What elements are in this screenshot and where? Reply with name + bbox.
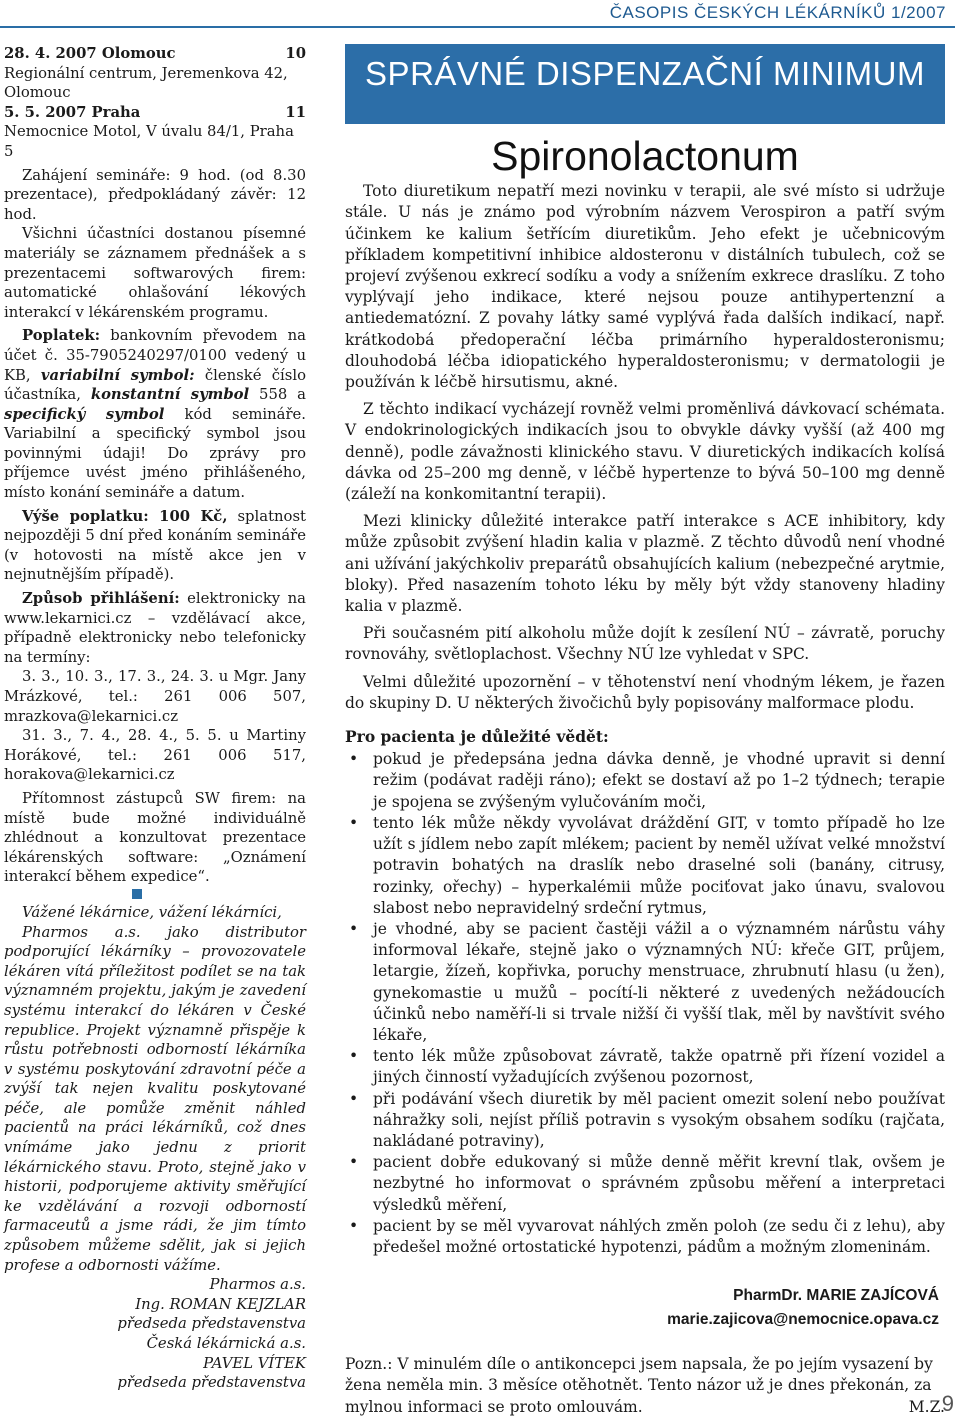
right-column [345, 44, 945, 1418]
amount-label: Výše poplatku: 100 Kč, [22, 507, 228, 525]
event-address: Nemocnice Motol, V úvalu 84/1, Praha 5 [4, 123, 294, 160]
paragraph: Mezi klinicky důležité interakce patří interakce s ACE inhibitory, kdy může způsobit zvýšení hladin kalia v plazmě. Z těchto důvodů není vhodné ani užívání jakýchkoliv preparátů obsahujících kalium (nebezpečné arytmie, bloky). Před nasazením tohoto léku by měly být vždy stanoveny hladiny kalia v plazmě. [345, 512, 945, 616]
letter-body: Pharmos a.s. jako distributor podporující lékárníky – provozovatele lékáren vítá příležitost podílet se na tak významném projektu, jakým je zavedení systému interakcí do lékáren v České republice. Projekt významně přispěje k růstu potřebnosti odborností lékárníka v systému poskytování zdravotní péče a zvýší tak nejen kvalitu poskytované péče, ale pomůže změnit náhled pacientů na práci lékárníků, což dnes vnímáme jako jednu z priorit lékárnického stavu. Proto, stejně jako v historii, podporujeme aktivity směřující ke vzdělávání a rozvoji odborností farmaceutů a jsme rádi, že jim tímto způsobem můžeme sdělit, jak si jejich profese a odbornosti vážíme. [4, 923, 306, 1274]
signature-name-2: PAVEL VÍTEK [203, 1354, 306, 1372]
event-date-place: 28. 4. 2007 Olomouc [4, 45, 176, 62]
amount-paragraph [4, 507, 306, 585]
constant-symbol-label: konstantní symbol [90, 386, 250, 404]
contact-mrazkova: 3. 3., 10. 3., 17. 3., 24. 3. u Mgr. Jany Mrázkové, tel.: 261 006 507, mrazkova@lekarnici.cz [4, 668, 306, 725]
fee-text: kód semináře. Variabilní a specifický symbol jsou povinnými údaji! Do zprávy pro příjemce uvést jméno přihlášeného, místo konání semináře a datum. [4, 405, 306, 502]
list-item: • pacient by se měl vyvarovat náhlých změn poloh (ze sedu či z lehu), aby předešel možné ortostatické hypotenzi, pádům a možným zlomeninám. [345, 1216, 945, 1258]
fee-text: bankovním převodem na účet č. 35-7905240297/0100 vedený u KB, [4, 327, 306, 384]
registration-text: elektronicky na www.lekarnici.cz – vzdělávací akce, případně elektronicky nebo telefonicky na termíny: [4, 590, 306, 666]
section-title: SPRÁVNÉ DISPENZAČNÍ MINIMUM [365, 55, 925, 92]
note-text: Pozn.: V minulém díle o antikoncepci jsem napsala, že po jejím vysazení by žena neměla min. 3 měsíce otěhotnět. Tento názor už je dnes překonán, za mylnou informaci se proto omlouvám. [345, 1355, 933, 1416]
event-date-place: 5. 5. 2007 Praha [4, 103, 141, 121]
signature-name-1: Ing. ROMAN KEJZLAR [135, 1295, 306, 1313]
page-number: 9 [941, 1391, 954, 1416]
author-name: PharmDr. MARIE ZAJÍCOVÁ [733, 1287, 939, 1305]
note-signature: M.Z. [908, 1397, 945, 1416]
presence-text: Přítomnost zástupců SW firem: na místě bude možné individuálně zhlédnout a konzultovat prezentace lékárenských software: „Oznámení interakcí během expedice“. [4, 789, 306, 886]
registration-paragraph [4, 589, 306, 667]
drug-name: Spironolactonum [491, 133, 799, 179]
fee-paragraph [4, 326, 306, 502]
contact-horakova: 31. 3., 7. 4., 28. 4., 5. 5. u Martiny Horákové, tel.: 261 006 517, horakova@lekarnici.cz [4, 727, 306, 784]
list-item: • pokud je předepsána jedna dávka denně, je vhodné upravit si denní režim (podávat raději ráno); efekt se dostaví až po 1–2 týdnech; terapie je spojena se zvýšeným vylučováním moči, [345, 749, 945, 813]
materials-text: Všichni účastníci dostanou písemné materiály se záznamem přednášek a s prezentacemi softwarových firem: automatické ohlašování lékových interakcí v lékárenském programu. [4, 225, 306, 321]
fee-label: Poplatek: [22, 327, 101, 345]
specific-symbol-label: specifický symbol [4, 405, 165, 423]
letter-greeting: Vážené lékárnice, vážení lékárníci, [22, 903, 282, 921]
event-number: 11 [285, 103, 306, 121]
note-block [345, 1354, 945, 1418]
schedule-text: Zahájení semináře: 9 hod. (od 8.30 prezentace), předpokládaný závěr: 12 hod. [4, 166, 306, 223]
event-number: 10 [285, 45, 306, 62]
registration-label: Způsob přihlášení: [22, 590, 180, 608]
variable-symbol-label: variabilní symbol: [40, 366, 195, 384]
list-item: • tento lék může způsobovat závratě, takže opatrně při řízení vozidel a jiných činností vyžadujících zvýšenou pozornost, [345, 1046, 945, 1088]
journal-title: ČASOPIS ČESKÝCH LÉKÁRNÍKŮ 1/2007 [609, 3, 946, 22]
paragraph: Velmi důležité upozornění – v těhotenství není vhodným lékem, je řazen do skupiny D. U některých živočichů byly popisovány malformace plodu. [345, 672, 945, 712]
list-item: • je vhodné, aby se pacient častěji vážil a o významném nárůstu váhy informoval lékaře, stejně jako o významných NÚ: křeče GIT, průjem, letargie, žízeň, kopřivka, poruchy menstruace, zhrubnutí hlasu (u žen), gynekomastie u mužů – pocítí-li některé z uvedených nežádoucích účinků nebo naměří-li si trvale nižší či vyšší tlak, měl by navštívit svého lékaře, [345, 919, 945, 1046]
section-banner [345, 44, 945, 124]
end-square-icon [132, 889, 142, 899]
signature-role-2: předseda představenstva [117, 1374, 306, 1392]
paragraph: Při současném pití alkoholu může dojít k zesílení NÚ – závratě, poruchy rovnováhy, světloplachost. Všechny NÚ lze vyhledat v SPC. [345, 624, 945, 664]
list-item: • při podávání všech diuretik by měl pacient omezit solení nebo používat náhražky soli, nejíst příliš potravin s vysokým obsahem sodíku (rajčata, nakládané potraviny), [345, 1089, 945, 1153]
patient-heading: Pro pacienta je důležité vědět: [345, 727, 609, 747]
header-rule [0, 26, 955, 28]
list-item: • pacient dobře edukovaný si může denně měřit krevní tlak, ovšem je nezbytné ho informovat o správném způsobu měření a interpretaci výsledků měření, [345, 1152, 945, 1216]
patient-bullet-list [345, 749, 945, 1258]
list-item: • tento lék může někdy vyvolávat dráždění GIT, v tomto případě ho lze užít s jídlem nebo zapít mlékem; pacient by neměl užívat velké množství potravin bohatých na draslík nebo draselné soli (banány, citrusy, rozinky, ořechy) – hyperkalémii může pociťovat jako únavu, svalovou slabost nebo nepravidelný srdeční rytmus, [345, 813, 945, 919]
event-address: Regionální centrum, Jeremenkova 42, Olomouc [4, 64, 288, 102]
event-olomouc [4, 44, 306, 103]
paragraph: Toto diuretikum nepatří mezi novinku v terapii, ale své místo si udržuje stále. U nás je známo pod výrobním názvem Verospiron a patří svým účinkem ke kalium šetřícím diuretikům. Jeho efekt je učebnicovým příkladem kompetitivní inhibice aldosteronu v distálních tubulech, což se projeví zvýšenou exkrecí sodíku a vody a snížením exkrece draslíku. Z toho vyplývají jeho indikace, které nejsou pouze antihypertenzní a antiedematózní. Z povahy látky samé vyplývá řada dalších indikací, např. krátkodobá předoperační léčba primárního hyperaldosteronismu; dlouhodobá léčba idiopatického hyperaldosteronismu; v dermatologii je používán k léčbě hirsutismu, akné. [345, 182, 945, 392]
paragraph: Z těchto indikací vycházejí rovněž velmi proměnlivá dávkovací schémata. V endokrinologických indikacích jsou to obvykle dávky vyšší (až 400 mg denně), podle závažnosti klinického stavu. V diuretických indikacích kolísá dávka od 25–200 mg denně, v léčbě hypertenze to bývá 50–100 mg denně (záleží na konkomitantní terapii). [345, 400, 945, 504]
author-block [345, 1284, 945, 1332]
author-email[interactable]: marie.zajicova@nemocnice.opava.cz [667, 1311, 939, 1329]
left-column [4, 44, 306, 1393]
fee-text: 558 a [249, 386, 306, 404]
signature-company: Pharmos a.s. [209, 1276, 306, 1294]
amount-text: splatnost nejpozději 5 dní před konáním semináře (v hotovosti na místě akce jen v nejnutnějším případě). [4, 507, 307, 584]
signature-role-1: předseda představenstva [117, 1315, 306, 1333]
event-praha [4, 103, 306, 162]
fee-text: členské číslo účastníka, [4, 366, 306, 404]
signature-company-2: Česká lékárnická a.s. [146, 1335, 306, 1352]
